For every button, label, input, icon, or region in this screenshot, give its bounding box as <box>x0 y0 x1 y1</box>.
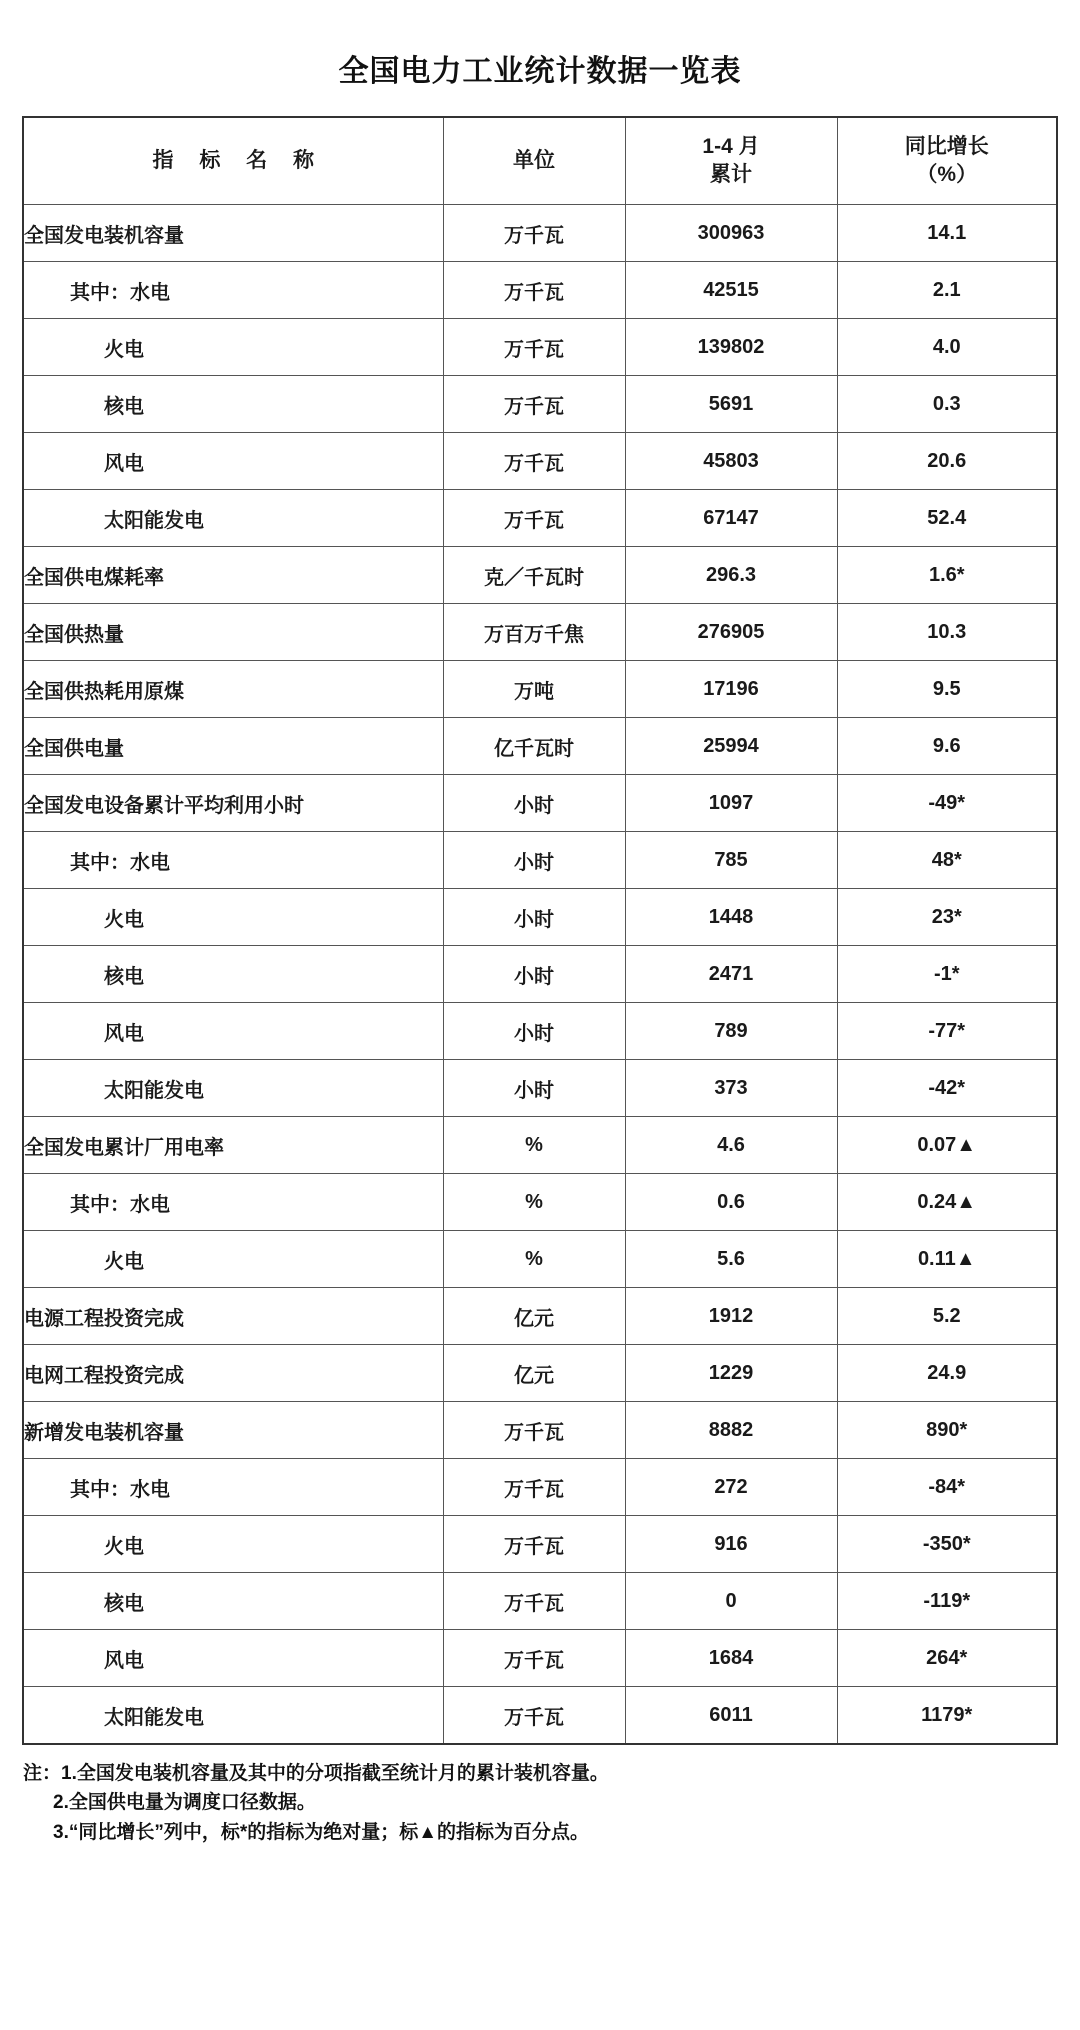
cell-yoy-growth: 23* <box>837 889 1057 946</box>
cell-yoy-growth: -77* <box>837 1003 1057 1060</box>
column-header-unit <box>443 117 625 205</box>
table-row <box>23 832 1057 889</box>
cell-period-total: 139802 <box>625 319 837 376</box>
cell-period-total: 25994 <box>625 718 837 775</box>
cell-yoy-growth: -1* <box>837 946 1057 1003</box>
cell-period-total: 276905 <box>625 604 837 661</box>
cell-period-total: 4.6 <box>625 1117 837 1174</box>
cell-period-total: 296.3 <box>625 547 837 604</box>
cell-period-total: 6011 <box>625 1687 837 1745</box>
cell-yoy-growth: 2.1 <box>837 262 1057 319</box>
cell-unit: 万千瓦 <box>443 376 625 433</box>
cell-indicator-name: 全国供热耗用原煤 <box>23 661 443 718</box>
cell-indicator-name: 全国发电装机容量 <box>23 205 443 262</box>
table-row <box>23 1630 1057 1687</box>
cell-yoy-growth: -42* <box>837 1060 1057 1117</box>
cell-period-total: 1912 <box>625 1288 837 1345</box>
cell-unit: 万千瓦 <box>443 490 625 547</box>
table-notes <box>23 1759 1057 1847</box>
cell-unit: % <box>443 1174 625 1231</box>
column-header-period-line2: 累计 <box>710 163 752 186</box>
cell-unit: 小时 <box>443 775 625 832</box>
cell-period-total: 17196 <box>625 661 837 718</box>
cell-unit: 万百万千焦 <box>443 604 625 661</box>
table-row <box>23 205 1057 262</box>
cell-period-total: 5.6 <box>625 1231 837 1288</box>
cell-yoy-growth: 48* <box>837 832 1057 889</box>
cell-period-total: 1229 <box>625 1345 837 1402</box>
cell-unit: 万千瓦 <box>443 1630 625 1687</box>
table-row <box>23 1174 1057 1231</box>
note-line-2: 2.全国供电量为调度口径数据。 <box>53 1792 316 1814</box>
cell-yoy-growth: 1179* <box>837 1687 1057 1745</box>
cell-yoy-growth: -49* <box>837 775 1057 832</box>
cell-yoy-growth: 264* <box>837 1630 1057 1687</box>
cell-unit: 万千瓦 <box>443 1459 625 1516</box>
note-line-3: 3.“同比增长”列中，标*的指标为绝对量；标▲的指标为百分点。 <box>53 1821 590 1843</box>
cell-indicator-name: 其中：水电 <box>23 1459 443 1516</box>
cell-indicator-name: 火电 <box>23 889 443 946</box>
cell-indicator-name: 全国发电设备累计平均利用小时 <box>23 775 443 832</box>
table-row <box>23 1573 1057 1630</box>
cell-indicator-name: 全国供电量 <box>23 718 443 775</box>
cell-unit: 万千瓦 <box>443 1687 625 1745</box>
table-row <box>23 433 1057 490</box>
table-row <box>23 604 1057 661</box>
table-row <box>23 1288 1057 1345</box>
table-header <box>23 117 1057 205</box>
table-row <box>23 1516 1057 1573</box>
cell-indicator-name: 全国供电煤耗率 <box>23 547 443 604</box>
cell-indicator-name: 电网工程投资完成 <box>23 1345 443 1402</box>
cell-yoy-growth: 1.6* <box>837 547 1057 604</box>
power-statistics-table <box>22 116 1058 1745</box>
cell-indicator-name: 火电 <box>23 1516 443 1573</box>
cell-period-total: 300963 <box>625 205 837 262</box>
table-row <box>23 1060 1057 1117</box>
cell-period-total: 45803 <box>625 433 837 490</box>
column-header-indicator-name <box>23 117 443 205</box>
cell-period-total: 785 <box>625 832 837 889</box>
cell-period-total: 0.6 <box>625 1174 837 1231</box>
cell-yoy-growth: 10.3 <box>837 604 1057 661</box>
cell-indicator-name: 新增发电装机容量 <box>23 1402 443 1459</box>
cell-unit: 亿元 <box>443 1288 625 1345</box>
cell-indicator-name: 其中：水电 <box>23 262 443 319</box>
column-header-unit-label: 单位 <box>513 148 555 172</box>
note-line-1: 注：1.全国发电装机容量及其中的分项指截至统计月的累计装机容量。 <box>23 1763 609 1784</box>
cell-yoy-growth: 14.1 <box>837 205 1057 262</box>
cell-period-total: 1097 <box>625 775 837 832</box>
cell-unit: 小时 <box>443 1060 625 1117</box>
cell-period-total: 916 <box>625 1516 837 1573</box>
cell-yoy-growth: 20.6 <box>837 433 1057 490</box>
cell-period-total: 1448 <box>625 889 837 946</box>
cell-indicator-name: 全国供热量 <box>23 604 443 661</box>
table-row <box>23 547 1057 604</box>
cell-indicator-name: 风电 <box>23 1003 443 1060</box>
cell-period-total: 67147 <box>625 490 837 547</box>
cell-indicator-name: 太阳能发电 <box>23 1060 443 1117</box>
page-title: 全国电力工业统计数据一览表 <box>338 55 742 88</box>
table-body <box>23 205 1057 1745</box>
table-row <box>23 1117 1057 1174</box>
table-row <box>23 1687 1057 1745</box>
cell-period-total: 1684 <box>625 1630 837 1687</box>
cell-period-total: 42515 <box>625 262 837 319</box>
column-header-period-total <box>625 117 837 205</box>
table-row <box>23 889 1057 946</box>
cell-yoy-growth: -84* <box>837 1459 1057 1516</box>
table-row <box>23 775 1057 832</box>
cell-yoy-growth: 24.9 <box>837 1345 1057 1402</box>
cell-unit: 万千瓦 <box>443 205 625 262</box>
table-header-row <box>23 117 1057 205</box>
cell-period-total: 2471 <box>625 946 837 1003</box>
cell-period-total: 373 <box>625 1060 837 1117</box>
cell-unit: 万吨 <box>443 661 625 718</box>
column-header-yoy-growth <box>837 117 1057 205</box>
table-row <box>23 946 1057 1003</box>
table-row <box>23 1231 1057 1288</box>
cell-indicator-name: 火电 <box>23 1231 443 1288</box>
cell-unit: 万千瓦 <box>443 262 625 319</box>
cell-yoy-growth: 0.3 <box>837 376 1057 433</box>
cell-unit: 万千瓦 <box>443 1516 625 1573</box>
cell-yoy-growth: 0.11▲ <box>837 1231 1057 1288</box>
cell-unit: 小时 <box>443 832 625 889</box>
table-row <box>23 262 1057 319</box>
cell-indicator-name: 其中：水电 <box>23 1174 443 1231</box>
cell-unit: 万千瓦 <box>443 433 625 490</box>
table-row <box>23 319 1057 376</box>
cell-unit: 小时 <box>443 889 625 946</box>
cell-yoy-growth: 0.07▲ <box>837 1117 1057 1174</box>
cell-unit: 克／千瓦时 <box>443 547 625 604</box>
table-row <box>23 490 1057 547</box>
table-row <box>23 1003 1057 1060</box>
cell-unit: 亿千瓦时 <box>443 718 625 775</box>
cell-indicator-name: 电源工程投资完成 <box>23 1288 443 1345</box>
table-row <box>23 376 1057 433</box>
cell-period-total: 789 <box>625 1003 837 1060</box>
cell-yoy-growth: 52.4 <box>837 490 1057 547</box>
column-header-yoy-line1: 同比增长 <box>904 134 989 158</box>
cell-period-total: 8882 <box>625 1402 837 1459</box>
cell-unit: 万千瓦 <box>443 1573 625 1630</box>
cell-indicator-name: 全国发电累计厂用电率 <box>23 1117 443 1174</box>
cell-indicator-name: 核电 <box>23 946 443 1003</box>
column-header-yoy-line2: （%） <box>916 163 978 186</box>
cell-yoy-growth: 9.6 <box>837 718 1057 775</box>
column-header-period-line1: 1-4 月 <box>702 134 760 158</box>
cell-unit: % <box>443 1117 625 1174</box>
cell-indicator-name: 太阳能发电 <box>23 490 443 547</box>
table-row <box>23 1459 1057 1516</box>
cell-yoy-growth: 0.24▲ <box>837 1174 1057 1231</box>
table-row <box>23 1402 1057 1459</box>
cell-indicator-name: 风电 <box>23 1630 443 1687</box>
cell-yoy-growth: -119* <box>837 1573 1057 1630</box>
cell-unit: 小时 <box>443 1003 625 1060</box>
cell-unit: 亿元 <box>443 1345 625 1402</box>
cell-yoy-growth: -350* <box>837 1516 1057 1573</box>
cell-indicator-name: 太阳能发电 <box>23 1687 443 1745</box>
cell-indicator-name: 核电 <box>23 376 443 433</box>
cell-unit: 万千瓦 <box>443 1402 625 1459</box>
table-row <box>23 661 1057 718</box>
column-header-indicator-name-label: 指 标 名 称 <box>152 148 324 172</box>
cell-indicator-name: 核电 <box>23 1573 443 1630</box>
cell-period-total: 0 <box>625 1573 837 1630</box>
cell-indicator-name: 其中：水电 <box>23 832 443 889</box>
cell-unit: % <box>443 1231 625 1288</box>
cell-yoy-growth: 890* <box>837 1402 1057 1459</box>
cell-unit: 小时 <box>443 946 625 1003</box>
cell-unit: 万千瓦 <box>443 319 625 376</box>
cell-yoy-growth: 9.5 <box>837 661 1057 718</box>
cell-yoy-growth: 5.2 <box>837 1288 1057 1345</box>
table-row <box>23 718 1057 775</box>
cell-yoy-growth: 4.0 <box>837 319 1057 376</box>
table-row <box>23 1345 1057 1402</box>
cell-period-total: 272 <box>625 1459 837 1516</box>
cell-period-total: 5691 <box>625 376 837 433</box>
cell-indicator-name: 风电 <box>23 433 443 490</box>
cell-indicator-name: 火电 <box>23 319 443 376</box>
